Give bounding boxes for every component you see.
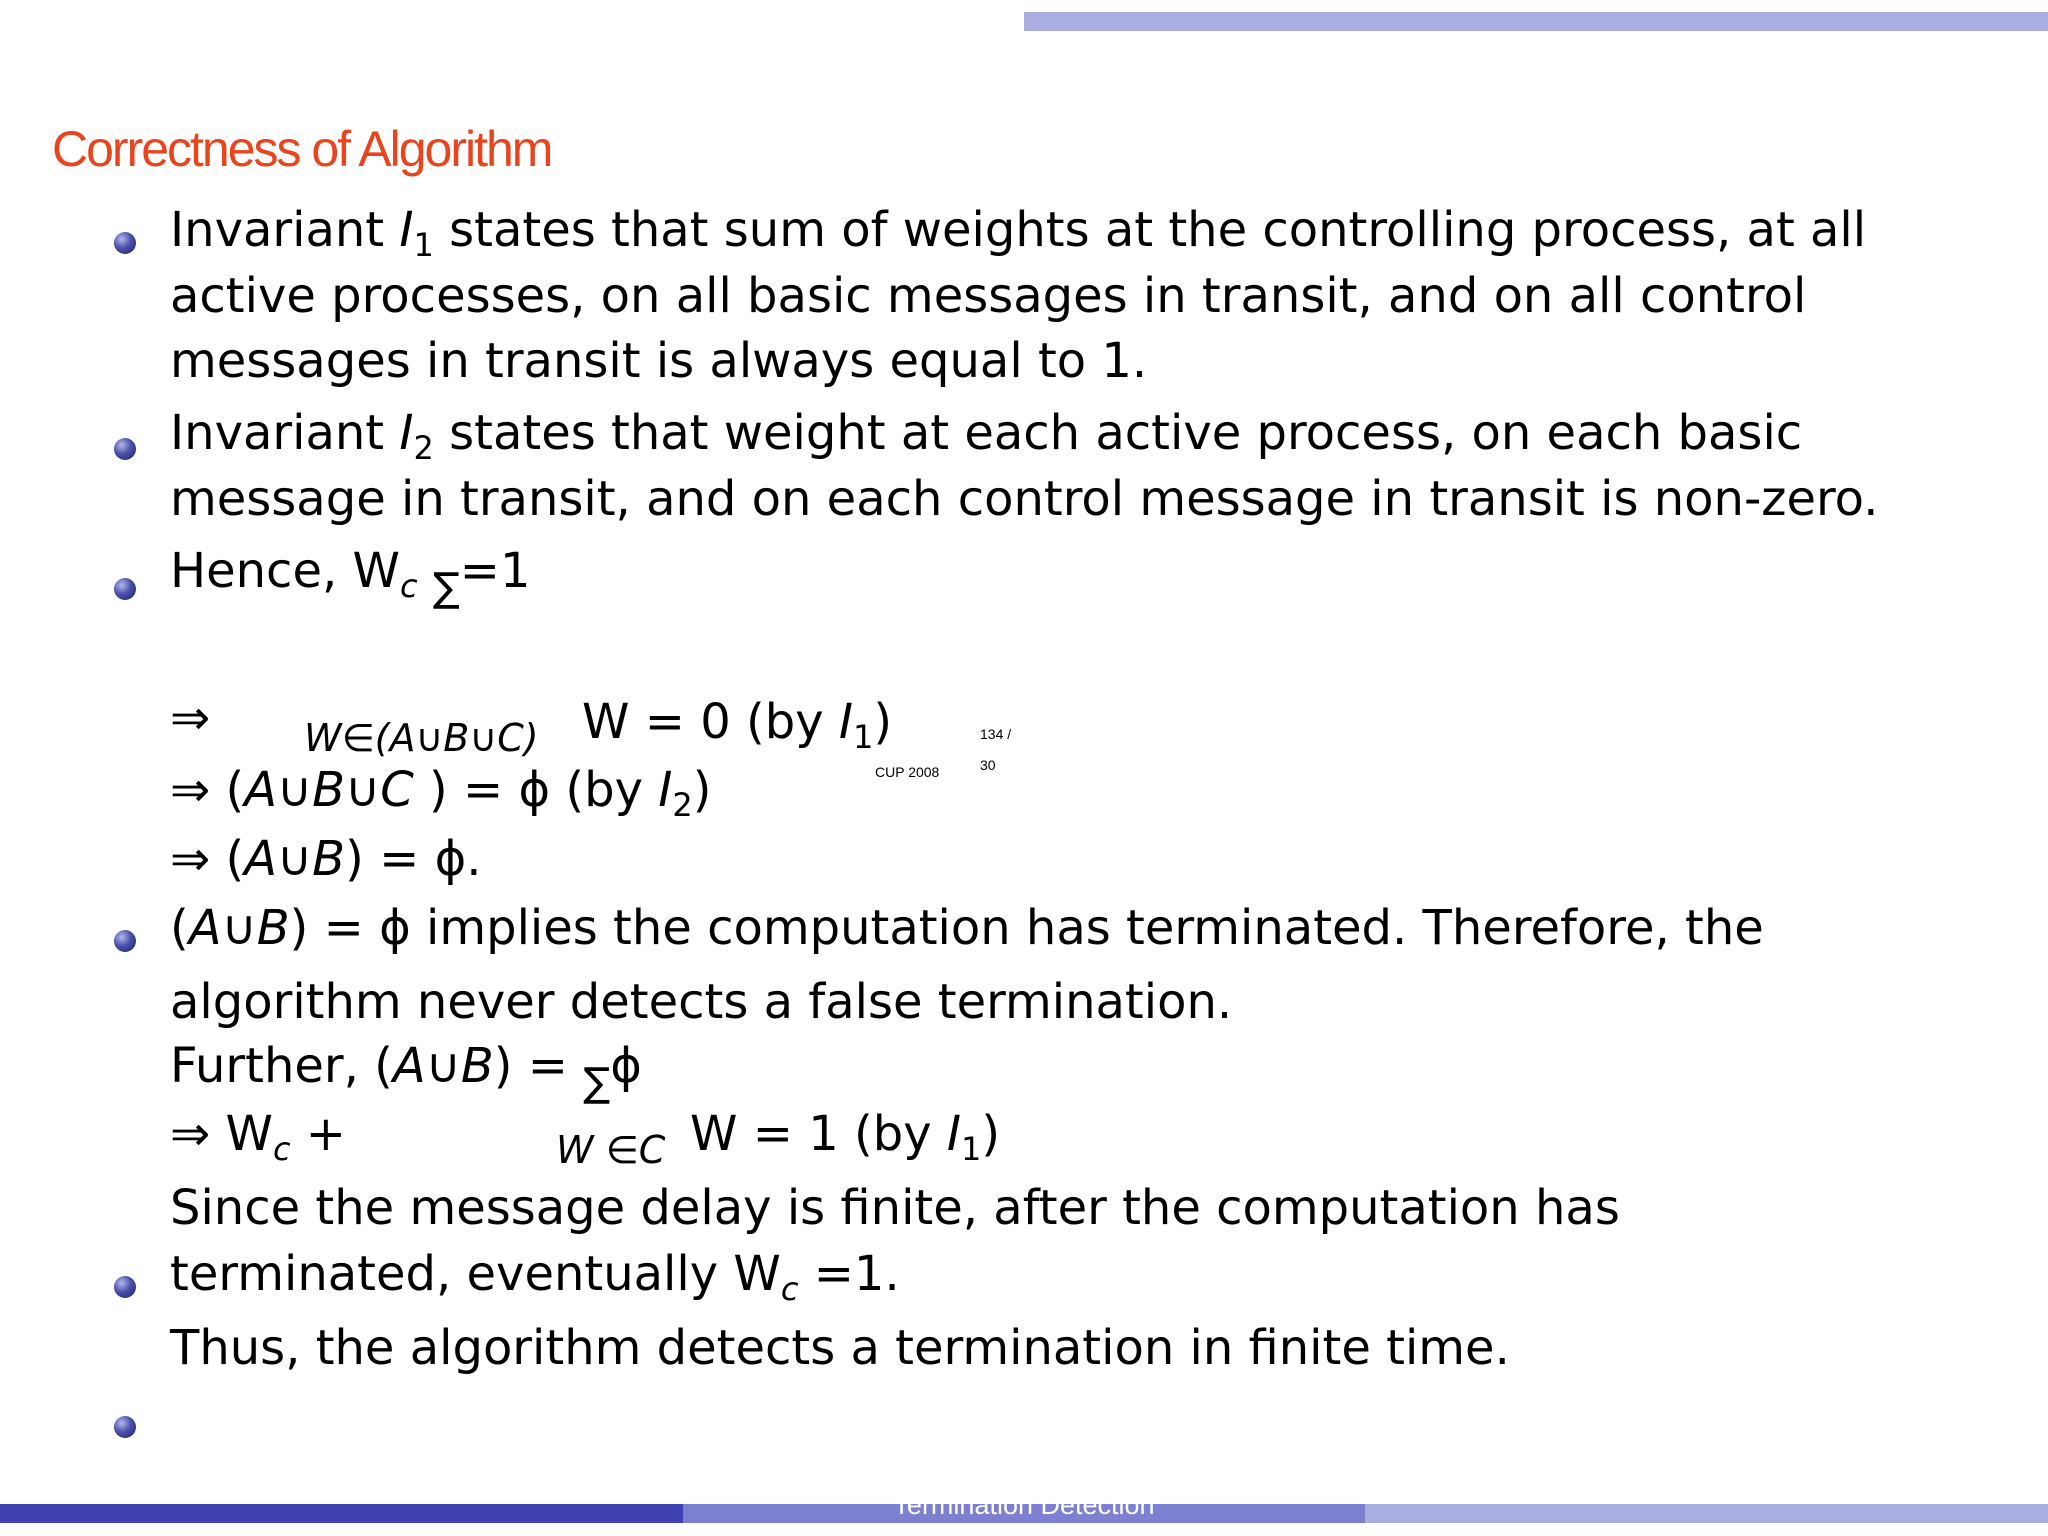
bullet3-line1: Hence, $W_c$ $_\sum$=1 xyxy=(170,543,531,611)
bullet5-terminated: terminated, eventually $W_c =1$. xyxy=(170,1246,900,1308)
bullet4-since: Since the message delay is finite, after the computation has xyxy=(170,1180,1620,1236)
bullet-icon xyxy=(114,232,136,254)
copyright-label: CUP 2008 xyxy=(875,764,940,780)
bullet4-sum-index: W ∈C xyxy=(556,1128,666,1172)
slide-title: Correctness of Algorithm xyxy=(52,121,552,177)
bullet4-further: Further, (A∪B) = $_\sum$ϕ xyxy=(170,1038,642,1106)
bullet2-line1: Invariant $I_2$ states that weight at each active process, on each basic xyxy=(170,405,1803,467)
footer-segment-left xyxy=(0,1504,683,1523)
bullet-icon xyxy=(114,1276,136,1298)
bullet4-line2: algorithm never detects a false termination. xyxy=(170,974,1233,1030)
derivation-arrow: ⇒ xyxy=(170,690,211,746)
derivation-eq2: ⇒ (A∪B∪C ) = ϕ (by $I_2$) xyxy=(170,762,712,824)
derivation-sum-index: W∈(A∪B∪C) xyxy=(304,716,539,760)
footer-title: Termination Detection xyxy=(893,1490,1155,1520)
top-decoration-bar xyxy=(1024,12,2048,31)
bullet4-line1: (A∪B) = ϕ implies the computation has terminated. Therefore, the xyxy=(170,900,1764,956)
page-number: 134 / xyxy=(980,726,1012,742)
bullet4-eq-rhs: W = 1 (by $I_1$) xyxy=(690,1106,1001,1168)
page-total: 30 xyxy=(980,757,996,773)
derivation-eq1: W = 0 (by $I_1$) xyxy=(582,694,893,756)
derivation-eq3: ⇒ (A∪B) = ϕ. xyxy=(170,831,482,887)
bullet-icon xyxy=(114,930,136,952)
bullet5-thus: Thus, the algorithm detects a termination in finite time. xyxy=(170,1320,1510,1376)
bullet1-line3: messages in transit is always equal to 1. xyxy=(170,333,1148,389)
bullet2-line2: message in transit, and on each control message in transit is non-zero. xyxy=(170,471,1879,527)
bullet-icon xyxy=(114,438,136,460)
bullet-icon xyxy=(114,1416,136,1438)
bullet1-line2: active processes, on all basic messages in transit, and on all control xyxy=(170,268,1807,324)
bullet1-line1: Invariant $I_1$ states that sum of weights at the controlling process, at all xyxy=(170,202,1867,264)
bullet-icon xyxy=(114,578,136,600)
bullet4-eq: ⇒ $W_c$ + xyxy=(170,1106,347,1168)
footer-segment-right xyxy=(1365,1504,2048,1523)
